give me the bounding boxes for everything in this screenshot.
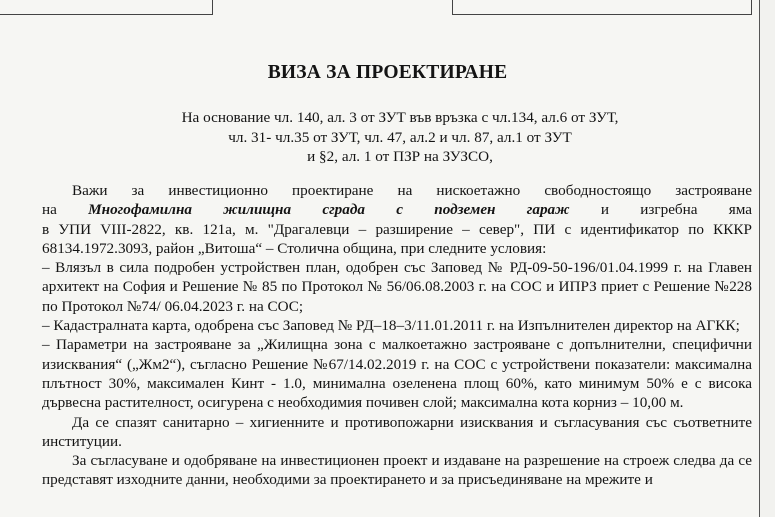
legal-basis-line: и §2, ал. 1 от ПЗР на ЗУЗСО, <box>307 148 493 165</box>
approval-paragraph: За съгласуване и одобряване на инвестиционен проект и издаване на разрешение на строеж следва да се представят изходните данни, необходими за проектирането и за присъединяване на мрежите и <box>42 452 752 489</box>
intro-suffix: и изгребна яма <box>600 201 753 219</box>
legal-basis-line: чл. 31- чл.35 от ЗУТ, чл. 47, ал.2 и чл. 87, ал.1 от ЗУТ <box>228 128 572 146</box>
intro-line-1: Важи за инвестиционно проектиране на нискоетажно свободностоящо застрояване <box>72 182 752 199</box>
intro-rest: в УПИ VIII-2822, кв. 121а, м. "Драгалевци – разширение – север", ПИ с идентификатор по КККР 68134.1972.3093, район „Витоша“ – Столична община, при следните условия: <box>42 220 752 257</box>
condition-item: – Кадастралната карта, одобрена със Заповед № РД–18–3/11.01.2011 г. на Изпълнителен директор на АГКК; <box>42 317 740 335</box>
document-title: ВИЗА ЗА ПРОЕКТИРАНЕ <box>267 62 508 83</box>
document-body <box>42 181 752 490</box>
condition-item: – Влязъл в сила подробен устройствен план, одобрен със Заповед № РД-09-50-196/01.04.1999 г. на Главен архитект на София и Решение № 85 по Протокол № 56/06.08.2003 г. на СОС и ИПРЗ приет с Решение №228 по Протокол №74/ 06.04.2023 г. на СОС; <box>42 259 752 315</box>
condition-item: – Параметри на застрояване за „Жилищна зона с малкоетажно застрояване с допълнителни, специфични изисквания“ („Жм2“), съгласно Решение №67/14.02.2019 г. на СОС с устройствени показатели: максимална плътност 30%, максимален Кинт - 1.0, минимална озеленена площ 60%, като минимум 50% е с висока дървесна растителност, осигурена с необходимия почивен слой; максимална кота корниз – 10,00 м. <box>42 336 752 412</box>
legal-basis <box>150 108 650 167</box>
header-box-middle <box>452 0 752 15</box>
legal-basis-line: На основание чл. 140, ал. 3 от ЗУТ във връзка с чл.134, ал.6 от ЗУТ, <box>181 109 619 126</box>
building-name: Многофамилна жилищна сграда с подземен гараж <box>88 201 570 219</box>
header-box-left <box>0 0 213 15</box>
intro-prefix: на <box>42 201 57 219</box>
intro-line-2 <box>42 200 752 219</box>
sanitary-requirements: Да се спазят санитарно – хигиенните и противопожарни изисквания и съгласувания със съответните институции. <box>42 413 752 450</box>
